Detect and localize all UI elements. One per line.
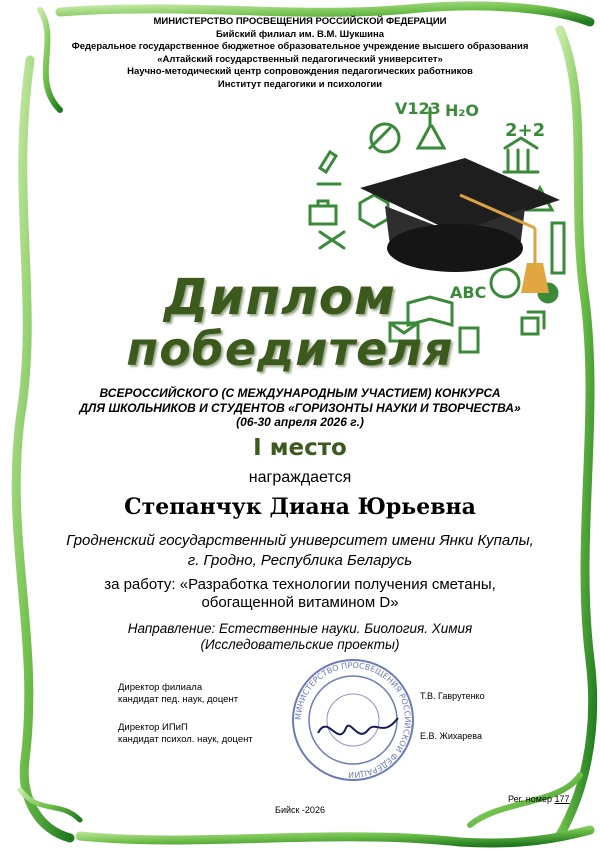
- work-title-line-1: за работу: «Разработка технологии получения сметаны,: [104, 576, 496, 593]
- director-branch-name: Т.В. Гаврутенко: [420, 691, 485, 701]
- university-name: Гродненский государственный университет имени Янки Купалы,: [66, 532, 534, 549]
- contest-block: [0, 386, 600, 430]
- microscope-icon: [318, 152, 340, 184]
- contest-dates: (06-30 апреля 2026 г.): [236, 415, 364, 429]
- reg-label: Рег. номер: [508, 794, 552, 804]
- university-city: г. Гродно, Республика Беларусь: [187, 552, 413, 569]
- city-year: Бийск -2026: [275, 805, 325, 815]
- director-branch-title: Директор филиала: [118, 682, 203, 693]
- official-stamp: [288, 658, 418, 783]
- director-inst-degree: кандидат психол. наук, доцент: [118, 734, 253, 745]
- work-block: [0, 576, 600, 612]
- globe-icon: [371, 124, 399, 152]
- university-block: [0, 531, 600, 571]
- diploma-subtitle: победителя: [126, 322, 454, 376]
- header-ministry: МИНИСТЕРСТВО ПРОСВЕЩЕНИЯ РОССИЙСКОЙ ФЕДЕРАЦИИ: [153, 16, 447, 27]
- winner-name: Степанчук Диана Юрьевна: [124, 494, 476, 520]
- ruler-icon: [552, 223, 564, 273]
- building-icon: [504, 138, 538, 172]
- stamp-text: МИНИСТЕРСТВО ПРОСВЕЩЕНИЯ РОССИЙСКОЙ ФЕДЕРАЦИИ: [293, 660, 413, 780]
- header-institution-type: Федеральное государственное бюджетное образовательное учреждение высшего образования: [71, 41, 529, 52]
- signature-institute: [118, 722, 253, 746]
- signature-branch: [118, 682, 238, 706]
- scissors-icon: [320, 232, 344, 248]
- director-branch-degree: кандидат пед. наук, доцент: [118, 694, 239, 705]
- abc-mark: ABC: [450, 283, 487, 302]
- place-label: I место: [253, 435, 347, 461]
- contest-line-2: ДЛЯ ШКОЛЬНИКОВ И СТУДЕНТОВ «ГОРИЗОНТЫ НАУКИ И ТВОРЧЕСТВА»: [79, 400, 521, 415]
- direction-line-1: Направление: Естественные науки. Биология. Химия: [127, 621, 473, 636]
- h2o-mark: H₂O: [445, 101, 479, 120]
- contest-line-1: ВСЕРОССИЙСКОГО (С МЕЖДУНАРОДНЫМ УЧАСТИЕМ) КОНКУРСА: [99, 386, 501, 400]
- header-block: [0, 16, 600, 91]
- header-branch: Бийский филиал им. В.М. Шукшина: [215, 28, 385, 40]
- reg-number: 177: [554, 794, 570, 804]
- director-inst-title: Директор ИПиП: [118, 722, 188, 733]
- direction-line-2: (Исследовательские проекты): [200, 637, 400, 652]
- diploma-title: Диплом: [164, 268, 396, 326]
- briefcase-icon: [310, 201, 336, 224]
- direction-block: [0, 621, 600, 653]
- header-center: Научно-методический центр сопровождения педагогических работников: [127, 66, 473, 77]
- work-title-line-2: обогащенной витамином D»: [201, 594, 399, 611]
- header-institute: Институт педагогики и психологии: [217, 78, 383, 90]
- molecule-icon: [360, 195, 388, 227]
- registration-number: [508, 794, 570, 804]
- v123-mark: V123: [395, 99, 441, 118]
- header-university: «Алтайский государственный педагогический университет»: [157, 53, 443, 65]
- awarded-label: награждается: [248, 469, 352, 486]
- director-inst-name: Е.В. Жихарева: [420, 731, 482, 741]
- math-mark: 2+2: [505, 120, 546, 141]
